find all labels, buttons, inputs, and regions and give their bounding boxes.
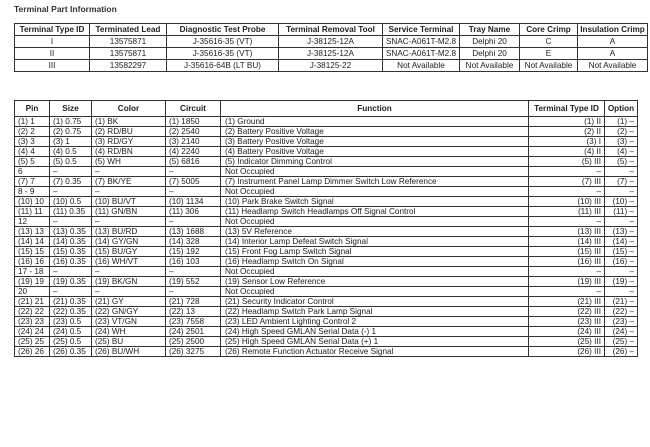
cell-pin: (25) 25 <box>15 337 50 347</box>
header-option: Option <box>605 101 638 117</box>
cell-function: (23) LED Ambient Lighting Control 2 <box>221 317 529 327</box>
cell-option: (24) – <box>605 327 638 337</box>
cell-function: (19) Sensor Low Reference <box>221 277 529 287</box>
cell-insulation-crimp: A <box>578 48 648 60</box>
cell-terminal-type-id: – <box>529 167 605 177</box>
cell-terminal-type-id: – <box>529 187 605 197</box>
table-row <box>15 157 638 167</box>
cell-circuit: (22) 13 <box>166 307 221 317</box>
header-circuit: Circuit <box>166 101 221 117</box>
header-size: Size <box>50 101 92 117</box>
cell-color: (21) GY <box>92 297 166 307</box>
terminal-part-table <box>14 23 648 72</box>
cell-terminal-type-id: – <box>529 217 605 227</box>
cell-function: Not Occupied <box>221 287 529 297</box>
cell-circuit: (11) 306 <box>166 207 221 217</box>
cell-function: (4) Battery Positive Voltage <box>221 147 529 157</box>
cell-color: (26) BU/WH <box>92 347 166 357</box>
cell-terminal-type-id: (7) III <box>529 177 605 187</box>
cell-color: (7) BK/YE <box>92 177 166 187</box>
cell-circuit: (15) 192 <box>166 247 221 257</box>
cell-diagnostic-test-probe: J-35616-35 (VT) <box>167 36 279 48</box>
cell-terminal-type-id: (21) III <box>529 297 605 307</box>
cell-color: (11) GN/BN <box>92 207 166 217</box>
cell-terminal-type-id: (15) III <box>529 247 605 257</box>
cell-option: (1) – <box>605 117 638 127</box>
cell-option: (21) – <box>605 297 638 307</box>
cell-size: – <box>50 167 92 177</box>
cell-circuit: (13) 1688 <box>166 227 221 237</box>
cell-option: (16) – <box>605 257 638 267</box>
table-row <box>15 36 648 48</box>
cell-color: – <box>92 167 166 177</box>
cell-function: (2) Battery Positive Voltage <box>221 127 529 137</box>
cell-pin: (5) 5 <box>15 157 50 167</box>
cell-color: (1) BK <box>92 117 166 127</box>
cell-pin: (19) 19 <box>15 277 50 287</box>
cell-terminal-type-id: (11) III <box>529 207 605 217</box>
cell-option: (13) – <box>605 227 638 237</box>
cell-option: (7) – <box>605 177 638 187</box>
cell-function: (21) Security Indicator Control <box>221 297 529 307</box>
cell-option: (11) – <box>605 207 638 217</box>
cell-pin: (14) 14 <box>15 237 50 247</box>
header-color: Color <box>92 101 166 117</box>
terminal-table-header <box>15 24 648 36</box>
cell-function: (16) Headlamp Switch On Signal <box>221 257 529 267</box>
cell-pin: (11) 11 <box>15 207 50 217</box>
cell-terminal-type-id: (3) I <box>529 137 605 147</box>
table-row <box>15 317 638 327</box>
cell-size: (21) 0.35 <box>50 297 92 307</box>
cell-terminal-type-id: (2) II <box>529 127 605 137</box>
cell-circuit: – <box>166 167 221 177</box>
cell-function: (14) Interior Lamp Defeat Switch Signal <box>221 237 529 247</box>
cell-terminal-type-id: III <box>15 60 90 72</box>
cell-circuit: – <box>166 267 221 277</box>
cell-circuit: (14) 328 <box>166 237 221 247</box>
cell-pin: (26) 26 <box>15 347 50 357</box>
cell-terminal-type-id: (13) III <box>529 227 605 237</box>
cell-pin: 12 <box>15 217 50 227</box>
cell-option: (22) – <box>605 307 638 317</box>
cell-pin: (15) 15 <box>15 247 50 257</box>
cell-pin: (22) 22 <box>15 307 50 317</box>
cell-color: (5) WH <box>92 157 166 167</box>
table-row <box>15 217 638 227</box>
cell-terminal-type-id: (14) III <box>529 237 605 247</box>
table-row <box>15 327 638 337</box>
cell-insulation-crimp: A <box>578 36 648 48</box>
cell-color: – <box>92 187 166 197</box>
cell-terminal-type-id: – <box>529 287 605 297</box>
cell-service-terminal: SNAC-A061T-M2.8 <box>383 48 460 60</box>
cell-size: (4) 0.5 <box>50 147 92 157</box>
cell-circuit: (24) 2501 <box>166 327 221 337</box>
header-tray-name: Tray Name <box>460 24 520 36</box>
table-row <box>15 187 638 197</box>
cell-function: (7) Instrument Panel Lamp Dimmer Switch Low Reference <box>221 177 529 187</box>
pin-table-header <box>15 101 638 117</box>
cell-color: (13) BU/RD <box>92 227 166 237</box>
cell-terminal-type-id: (1) II <box>529 117 605 127</box>
cell-function: Not Occupied <box>221 167 529 177</box>
cell-size: (16) 0.35 <box>50 257 92 267</box>
cell-option: – <box>605 267 638 277</box>
table-row <box>15 137 638 147</box>
cell-circuit: (4) 2240 <box>166 147 221 157</box>
table-row <box>15 177 638 187</box>
cell-option: (14) – <box>605 237 638 247</box>
cell-color: (2) RD/BU <box>92 127 166 137</box>
cell-function: (5) Indicator Dimming Control <box>221 157 529 167</box>
cell-size: (15) 0.35 <box>50 247 92 257</box>
table-row <box>15 337 638 347</box>
cell-function: (15) Front Fog Lamp Switch Signal <box>221 247 529 257</box>
cell-circuit: (5) 6816 <box>166 157 221 167</box>
cell-pin: 6 <box>15 167 50 177</box>
cell-size: (3) 1 <box>50 137 92 147</box>
cell-function: Not Occupied <box>221 267 529 277</box>
cell-option: (19) – <box>605 277 638 287</box>
cell-option: – <box>605 217 638 227</box>
header-function: Function <box>221 101 529 117</box>
cell-size: (19) 0.35 <box>50 277 92 287</box>
pin-table <box>14 100 638 357</box>
cell-terminal-removal-tool: J-38125-12A <box>279 48 383 60</box>
cell-circuit: (2) 2540 <box>166 127 221 137</box>
cell-terminal-type-id: (26) III <box>529 347 605 357</box>
cell-circuit: (1) 1850 <box>166 117 221 127</box>
cell-color: (19) BK/GN <box>92 277 166 287</box>
cell-color: (15) BU/GY <box>92 247 166 257</box>
table-row <box>15 48 648 60</box>
cell-terminal-removal-tool: J-38125-12A <box>279 36 383 48</box>
cell-size: (1) 0.75 <box>50 117 92 127</box>
table-row <box>15 127 638 137</box>
table-row <box>15 117 638 127</box>
cell-pin: (2) 2 <box>15 127 50 137</box>
cell-function: (3) Battery Positive Voltage <box>221 137 529 147</box>
cell-option: (25) – <box>605 337 638 347</box>
table-row <box>15 297 638 307</box>
cell-circuit: (25) 2500 <box>166 337 221 347</box>
header-terminal-type-id: Terminal Type ID <box>15 24 90 36</box>
cell-pin: (23) 23 <box>15 317 50 327</box>
cell-circuit: (16) 103 <box>166 257 221 267</box>
cell-size: (25) 0.5 <box>50 337 92 347</box>
cell-option: (5) – <box>605 157 638 167</box>
cell-pin: 8 - 9 <box>15 187 50 197</box>
cell-terminal-type-id: (22) III <box>529 307 605 317</box>
cell-color: – <box>92 267 166 277</box>
cell-pin: (24) 24 <box>15 327 50 337</box>
table-row <box>15 257 638 267</box>
header-insulation-crimp: Insulation Crimp <box>578 24 648 36</box>
cell-size: (11) 0.35 <box>50 207 92 217</box>
cell-service-terminal: SNAC-A061T-M2.8 <box>383 36 460 48</box>
table-row <box>15 247 638 257</box>
table-row <box>15 347 638 357</box>
cell-terminal-type-id: (25) III <box>529 337 605 347</box>
cell-option: – <box>605 187 638 197</box>
cell-function: (26) Remote Function Actuator Receive Signal <box>221 347 529 357</box>
cell-terminal-type-id: (10) III <box>529 197 605 207</box>
cell-size: (23) 0.5 <box>50 317 92 327</box>
cell-circuit: – <box>166 287 221 297</box>
header-terminal-type-id: Terminal Type ID <box>529 101 605 117</box>
table-row <box>15 267 638 277</box>
table-row <box>15 237 638 247</box>
cell-circuit: (23) 7558 <box>166 317 221 327</box>
cell-function: (13) 5V Reference <box>221 227 529 237</box>
cell-pin: (1) 1 <box>15 117 50 127</box>
cell-terminal-type-id: II <box>15 48 90 60</box>
header-pin: Pin <box>15 101 50 117</box>
cell-circuit: (26) 3275 <box>166 347 221 357</box>
table-row <box>15 60 648 72</box>
cell-terminal-type-id: – <box>529 267 605 277</box>
cell-size: (5) 0.5 <box>50 157 92 167</box>
cell-size: – <box>50 287 92 297</box>
cell-function: (10) Park Brake Switch Signal <box>221 197 529 207</box>
cell-circuit: (19) 552 <box>166 277 221 287</box>
table-row <box>15 167 638 177</box>
cell-terminated-lead: 13575871 <box>90 36 167 48</box>
cell-size: (24) 0.5 <box>50 327 92 337</box>
cell-color: – <box>92 217 166 227</box>
cell-function: Not Occupied <box>221 187 529 197</box>
cell-diagnostic-test-probe: J-35616-35 (VT) <box>167 48 279 60</box>
cell-circuit: (21) 728 <box>166 297 221 307</box>
cell-color: (10) BU/VT <box>92 197 166 207</box>
cell-size: – <box>50 267 92 277</box>
cell-terminal-type-id: (4) II <box>529 147 605 157</box>
cell-function: (1) Ground <box>221 117 529 127</box>
cell-tray-name: Not Available <box>460 60 520 72</box>
cell-color: (3) RD/GY <box>92 137 166 147</box>
table-row <box>15 287 638 297</box>
cell-tray-name: Delphi 20 <box>460 48 520 60</box>
cell-core-crimp: E <box>520 48 578 60</box>
cell-terminal-type-id: (19) III <box>529 277 605 287</box>
cell-size: – <box>50 217 92 227</box>
cell-core-crimp: Not Available <box>520 60 578 72</box>
cell-option: (4) – <box>605 147 638 157</box>
cell-color: – <box>92 287 166 297</box>
header-core-crimp: Core Crimp <box>520 24 578 36</box>
cell-pin: 17 - 18 <box>15 267 50 277</box>
cell-option: (10) – <box>605 197 638 207</box>
page-title: Terminal Part Information <box>14 4 117 14</box>
cell-size: (14) 0.35 <box>50 237 92 247</box>
cell-function: (25) High Speed GMLAN Serial Data (+) 1 <box>221 337 529 347</box>
cell-pin: 20 <box>15 287 50 297</box>
cell-circuit: (3) 2140 <box>166 137 221 147</box>
cell-circuit: – <box>166 217 221 227</box>
cell-color: (23) VT/GN <box>92 317 166 327</box>
cell-size: – <box>50 187 92 197</box>
table-row <box>15 147 638 157</box>
cell-option: (23) – <box>605 317 638 327</box>
cell-option: (3) – <box>605 137 638 147</box>
cell-pin: (13) 13 <box>15 227 50 237</box>
cell-size: (2) 0.75 <box>50 127 92 137</box>
cell-core-crimp: C <box>520 36 578 48</box>
table-row <box>15 207 638 217</box>
table-row <box>15 197 638 207</box>
cell-size: (13) 0.35 <box>50 227 92 237</box>
cell-terminated-lead: 13582297 <box>90 60 167 72</box>
cell-pin: (16) 16 <box>15 257 50 267</box>
header-terminated-lead: Terminated Lead <box>90 24 167 36</box>
cell-terminal-removal-tool: J-38125-22 <box>279 60 383 72</box>
cell-option: (2) – <box>605 127 638 137</box>
header-service-terminal: Service Terminal <box>383 24 460 36</box>
cell-option: (26) – <box>605 347 638 357</box>
cell-terminal-type-id: (16) III <box>529 257 605 267</box>
cell-diagnostic-test-probe: J-35616-64B (LT BU) <box>167 60 279 72</box>
cell-pin: (7) 7 <box>15 177 50 187</box>
cell-size: (26) 0.35 <box>50 347 92 357</box>
cell-insulation-crimp: Not Available <box>578 60 648 72</box>
cell-color: (25) BU <box>92 337 166 347</box>
cell-function: (24) High Speed GMLAN Serial Data (-) 1 <box>221 327 529 337</box>
cell-terminal-type-id: (5) III <box>529 157 605 167</box>
table-row <box>15 277 638 287</box>
cell-pin: (10) 10 <box>15 197 50 207</box>
cell-circuit: – <box>166 187 221 197</box>
cell-terminated-lead: 13575871 <box>90 48 167 60</box>
cell-tray-name: Delphi 20 <box>460 36 520 48</box>
table-row <box>15 227 638 237</box>
cell-color: (14) GY/GN <box>92 237 166 247</box>
cell-service-terminal: Not Available <box>383 60 460 72</box>
cell-color: (16) WH/VT <box>92 257 166 267</box>
header-terminal-removal-tool: Terminal Removal Tool <box>279 24 383 36</box>
cell-size: (7) 0.35 <box>50 177 92 187</box>
table-row <box>15 307 638 317</box>
cell-option: – <box>605 167 638 177</box>
cell-pin: (4) 4 <box>15 147 50 157</box>
cell-terminal-type-id: I <box>15 36 90 48</box>
cell-circuit: (7) 5005 <box>166 177 221 187</box>
cell-function: (22) Headlamp Switch Park Lamp Signal <box>221 307 529 317</box>
cell-option: – <box>605 287 638 297</box>
cell-color: (24) WH <box>92 327 166 337</box>
cell-function: Not Occupied <box>221 217 529 227</box>
cell-circuit: (10) 1134 <box>166 197 221 207</box>
cell-terminal-type-id: (24) III <box>529 327 605 337</box>
cell-option: (15) – <box>605 247 638 257</box>
header-diagnostic-test-probe: Diagnostic Test Probe <box>167 24 279 36</box>
cell-function: (11) Headlamp Switch Headlamps Off Signal Control <box>221 207 529 217</box>
cell-size: (22) 0.35 <box>50 307 92 317</box>
cell-size: (10) 0.5 <box>50 197 92 207</box>
cell-pin: (3) 3 <box>15 137 50 147</box>
cell-terminal-type-id: (23) III <box>529 317 605 327</box>
cell-color: (4) RD/BN <box>92 147 166 157</box>
cell-color: (22) GN/GY <box>92 307 166 317</box>
cell-pin: (21) 21 <box>15 297 50 307</box>
